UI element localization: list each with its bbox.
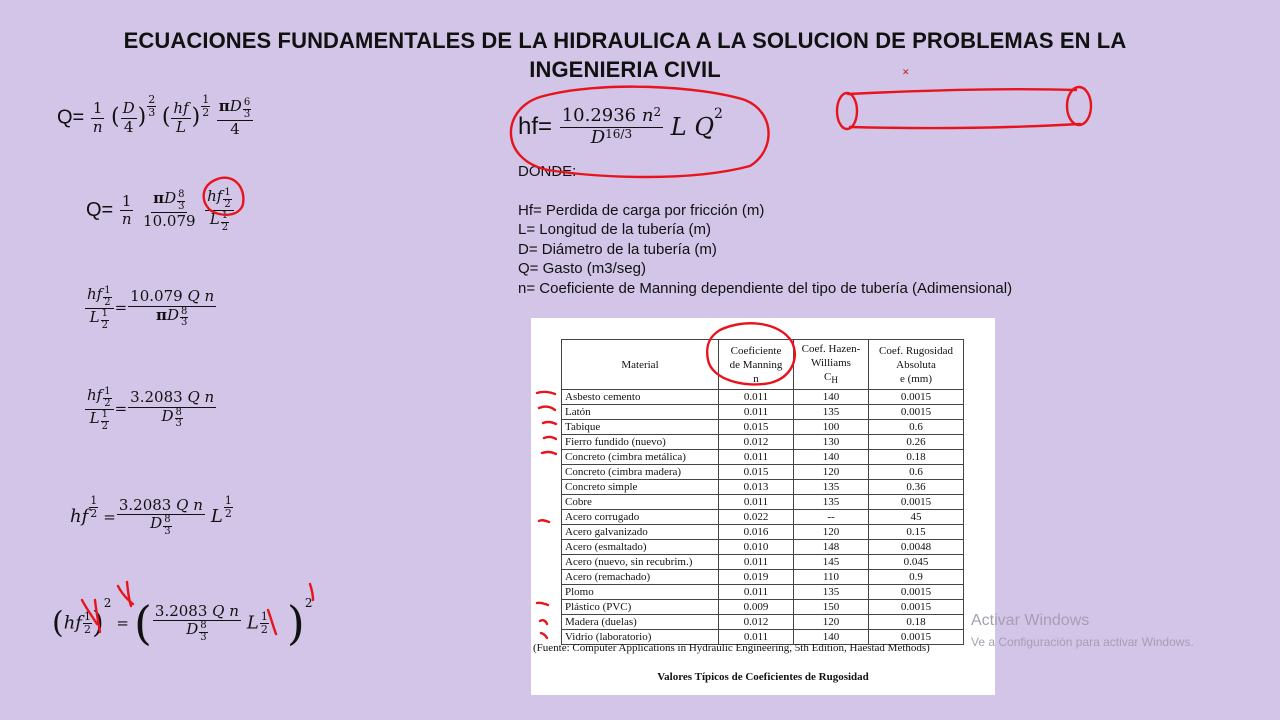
manning-cell: 0.010 <box>719 540 794 555</box>
manning-cell: 0.011 <box>719 630 794 645</box>
material-cell: Vidrio (laboratorio) <box>562 630 719 645</box>
title-line-2: INGENIERIA CIVIL <box>529 57 721 82</box>
definition-hf: Hf= Perdida de carga por fricción (m) <box>518 201 765 219</box>
header-material: Material <box>562 340 719 390</box>
material-cell: Acero galvanizado <box>562 525 719 540</box>
constant-32083-2: 3.2083 <box>118 496 172 514</box>
cursor-mark: ✕ <box>902 68 910 78</box>
hazen-cell: 120 <box>794 465 869 480</box>
hazen-cell: -- <box>794 510 869 525</box>
hazen-cell: 135 <box>794 480 869 495</box>
pi-symbol-2: π <box>153 189 165 208</box>
material-cell: Plomo <box>562 585 719 600</box>
rugosidad-cell: 0.0015 <box>869 585 964 600</box>
constant-32083: 3.2083 <box>130 388 183 407</box>
material-cell: Concreto (cimbra metálica) <box>562 450 719 465</box>
rugosidad-cell: 0.18 <box>869 450 964 465</box>
constant-32083-3: 3.2083 <box>154 601 208 620</box>
rugosidad-cell: 45 <box>869 510 964 525</box>
pipe-sketch-right-end <box>1067 87 1091 125</box>
activation-watermark-text: Ve a Configuración para activar Windows. <box>971 635 1194 649</box>
material-cell: Tabique <box>562 420 719 435</box>
hazen-cell: 140 <box>794 630 869 645</box>
hazen-cell: 135 <box>794 495 869 510</box>
definition-q: Q= Gasto (m3/seg) <box>518 260 646 277</box>
manning-cell: 0.019 <box>719 570 794 585</box>
manning-cell: 0.012 <box>719 435 794 450</box>
material-cell: Acero (nuevo, sin recubrim.) <box>562 555 719 570</box>
pipe-sketch-top <box>848 89 1076 94</box>
table-row <box>562 390 964 405</box>
manning-cell: 0.012 <box>719 615 794 630</box>
table-row <box>562 465 964 480</box>
manning-cell: 0.009 <box>719 600 794 615</box>
manning-cell: 0.016 <box>719 525 794 540</box>
formula-hf-tail: L Q <box>670 113 715 142</box>
equation-squared: (hf $\frac{1}{2}$ )$^2$ = ( 3.2083 Q n D $\frac{8}{3}$ L $\frac{1}{2}$ )$^2$ <box>52 596 313 650</box>
table-row <box>562 525 964 540</box>
title-line-1: ECUACIONES FUNDAMENTALES DE LA HIDRAULICA A LA SOLUCION DE PROBLEMAS EN LA <box>123 28 1127 53</box>
equation-q-full: Q= $\frac{1}{n}$ ( $\frac{D}{4}$ ) $\frac{2}{3}$ ( $\frac{hf}{L}$ ) $\frac{1}{2}$ πD $\frac{6}{3}$ 4 <box>57 98 254 138</box>
rugosidad-cell: 0.0015 <box>869 600 964 615</box>
table-row <box>562 480 964 495</box>
manning-cell: 0.013 <box>719 480 794 495</box>
hazen-cell: 150 <box>794 600 869 615</box>
rugosidad-cell: 0.6 <box>869 465 964 480</box>
manning-cell: 0.011 <box>719 450 794 465</box>
rugosidad-cell: 0.0015 <box>869 630 964 645</box>
table-row <box>562 570 964 585</box>
formula-hf-d-exp: 16/3 <box>605 126 633 141</box>
rugosidad-cell: 0.36 <box>869 480 964 495</box>
formula-hf-n: n <box>641 105 654 126</box>
hazen-cell: 148 <box>794 540 869 555</box>
roughness-table-figure <box>531 318 995 695</box>
material-cell: Acero corrugado <box>562 510 719 525</box>
material-cell: Fierro fundido (nuevo) <box>562 435 719 450</box>
definition-l: L= Longitud de la tubería (m) <box>518 221 712 238</box>
table-row <box>562 420 964 435</box>
table-row <box>562 495 964 510</box>
hazen-cell: 130 <box>794 435 869 450</box>
rugosidad-cell: 0.26 <box>869 435 964 450</box>
hazen-cell: 120 <box>794 525 869 540</box>
roughness-table <box>561 339 964 645</box>
rugosidad-cell: 0.6 <box>869 420 964 435</box>
manning-cell: 0.011 <box>719 585 794 600</box>
pipe-sketch-left-end <box>837 93 857 129</box>
rugosidad-cell: 0.18 <box>869 615 964 630</box>
definition-d: D= Diámetro de la tubería (m) <box>518 240 717 258</box>
hazen-cell: 135 <box>794 585 869 600</box>
formula-hf-n-exp: 2 <box>653 105 662 119</box>
constant-10079-2: 10.079 <box>130 287 183 306</box>
rugosidad-cell: 0.15 <box>869 525 964 540</box>
rugosidad-cell: 0.0015 <box>869 495 964 510</box>
hazen-cell: 120 <box>794 615 869 630</box>
material-cell: Asbesto cemento <box>562 390 719 405</box>
definitions-list <box>518 162 1012 298</box>
activation-watermark-title: Activar Windows <box>971 612 1090 629</box>
q-label-2: Q= <box>86 198 114 221</box>
formula-hf-coefficient: 10.2936 <box>561 105 637 126</box>
table-caption: Valores Típicos de Coeficientes de Rugosidad <box>657 671 869 683</box>
equation-q-simplified: Q= $\frac{1}{n}$ πD $\frac{8}{3}$ 10.079 hf $\frac{1}{2}$ L $\frac{1}{2}$ <box>86 188 235 233</box>
hazen-cell: 110 <box>794 570 869 585</box>
material-cell: Acero (esmaltado) <box>562 540 719 555</box>
manning-cell: 0.022 <box>719 510 794 525</box>
definition-n: n= Coeficiente de Manning dependiente del tipo de tubería (Adimensional) <box>518 279 1013 297</box>
material-cell: Plástico (PVC) <box>562 600 719 615</box>
formula-hf-tail-exp: 2 <box>714 106 723 122</box>
pi-symbol-3: π <box>155 305 167 324</box>
equation-ratio-1: hf $\frac{1}{2}$ L $\frac{1}{2}$ = 10.079 Q n πD $\frac{8}{3}$ <box>87 285 215 331</box>
formula-hf-d: D <box>590 126 606 148</box>
header-manning: Coeficiente de Manning n <box>719 340 794 390</box>
material-cell: Concreto (cimbra madera) <box>562 465 719 480</box>
header-rugosidad: Coef. Rugosidad Absoluta e (mm) <box>869 340 964 390</box>
table-row <box>562 555 964 570</box>
equation-ratio-2: hf $\frac{1}{2}$ L $\frac{1}{2}$ = 3.2083 Q n D $\frac{8}{3}$ <box>87 386 215 432</box>
table-header-row <box>562 340 964 390</box>
manning-cell: 0.015 <box>719 465 794 480</box>
table-row <box>562 450 964 465</box>
pi-symbol: π <box>218 97 230 115</box>
constant-10079: 10.079 <box>143 212 196 231</box>
rugosidad-cell: 0.9 <box>869 570 964 585</box>
material-cell: Concreto simple <box>562 480 719 495</box>
rugosidad-cell: 0.0048 <box>869 540 964 555</box>
hazen-cell: 140 <box>794 390 869 405</box>
material-cell: Madera (duelas) <box>562 615 719 630</box>
page-title <box>0 26 1250 84</box>
equation-hf-half: hf $\frac{1}{2}$ = 3.2083 Q n D $\frac{8}{3}$ L $\frac{1}{2}$ <box>70 494 232 537</box>
material-cell: Cobre <box>562 495 719 510</box>
formula-hf <box>518 106 723 148</box>
q-label: Q= <box>57 106 85 129</box>
table-row <box>562 615 964 630</box>
rugosidad-cell: 0.045 <box>869 555 964 570</box>
hazen-cell: 135 <box>794 405 869 420</box>
table-row <box>562 540 964 555</box>
table-row <box>562 585 964 600</box>
manning-cell: 0.011 <box>719 390 794 405</box>
rugosidad-cell: 0.0015 <box>869 390 964 405</box>
table-row <box>562 435 964 450</box>
material-cell: Latón <box>562 405 719 420</box>
hazen-cell: 145 <box>794 555 869 570</box>
hazen-cell: 100 <box>794 420 869 435</box>
table-row <box>562 405 964 420</box>
manning-cell: 0.011 <box>719 495 794 510</box>
manning-cell: 0.015 <box>719 420 794 435</box>
header-hazen: Coef. Hazen- Williams $C_H$ <box>794 340 869 390</box>
donde-label: DONDE: <box>518 163 577 180</box>
material-cell: Acero (remachado) <box>562 570 719 585</box>
table-source: (Fuente: Computer Applications in Hydraulic Engineering, 5th Edition, Haestad Methods) <box>533 642 930 654</box>
table-row <box>562 600 964 615</box>
table-row <box>562 510 964 525</box>
pipe-sketch-bottom <box>850 124 1080 128</box>
manning-cell: 0.011 <box>719 555 794 570</box>
manning-cell: 0.011 <box>719 405 794 420</box>
hazen-cell: 140 <box>794 450 869 465</box>
rugosidad-cell: 0.0015 <box>869 405 964 420</box>
formula-hf-lhs: hf= <box>518 113 553 141</box>
